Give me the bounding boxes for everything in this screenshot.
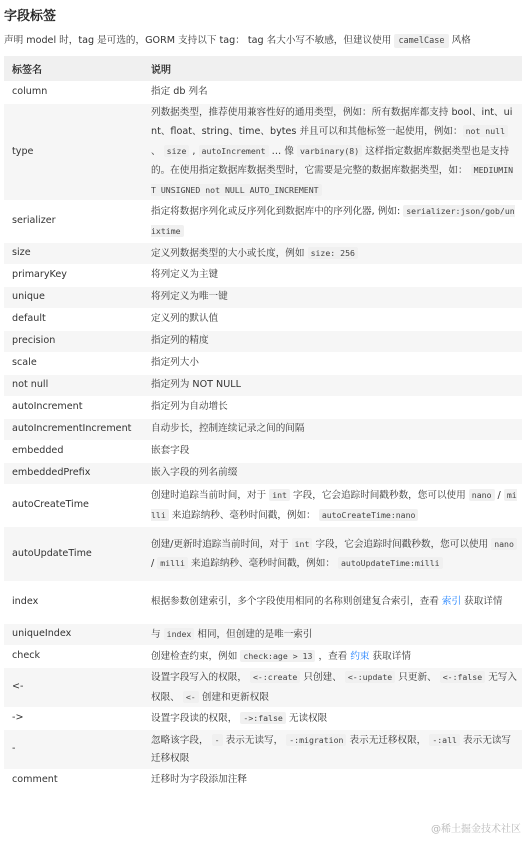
table-row bbox=[4, 397, 522, 419]
description-cell bbox=[143, 201, 522, 243]
description-text: 无读权限 bbox=[285, 712, 328, 724]
tag-table bbox=[4, 56, 522, 792]
description-text: 、 bbox=[151, 145, 164, 157]
table-row bbox=[4, 201, 522, 243]
tag-name-cell: -> bbox=[4, 708, 143, 730]
description-text: 自动步长，控制连续记录之间的间隔 bbox=[151, 423, 305, 435]
description-text: 创建时追踪当前时间，对于 bbox=[151, 490, 270, 501]
table-row bbox=[4, 485, 522, 527]
description-text: 字段，它会追踪时间戳秒数，您可以使用 bbox=[312, 538, 492, 550]
description-text: , bbox=[189, 145, 199, 157]
description-text: 根据参数创建索引，多个字段使用相同的名称则创建复合索引，查看 bbox=[151, 596, 442, 608]
description-cell bbox=[143, 668, 522, 708]
description-cell bbox=[143, 419, 522, 441]
table-body bbox=[4, 81, 522, 792]
table-row bbox=[4, 668, 522, 708]
description-cell bbox=[143, 81, 522, 103]
description-cell bbox=[143, 485, 522, 527]
description-text: 创建检查约束，例如 bbox=[151, 650, 241, 662]
inline-code: size bbox=[164, 145, 190, 157]
table-row bbox=[4, 287, 522, 309]
description-text: 字段，它会追踪时间戳秒数，您可以使用 bbox=[289, 490, 469, 501]
description-text: / bbox=[151, 558, 158, 569]
tag-name-cell: autoIncrementIncrement bbox=[4, 419, 143, 441]
inline-code: autoUpdateTime:milli bbox=[338, 557, 443, 569]
inline-code: <-:create bbox=[250, 671, 300, 683]
table-row bbox=[4, 103, 522, 201]
inline-code: check:age > 13 bbox=[240, 650, 315, 662]
description-cell bbox=[143, 397, 522, 419]
description-text: 创建和更新权限 bbox=[198, 691, 269, 703]
intro-suffix: 风格 bbox=[451, 35, 471, 46]
table-row bbox=[4, 730, 522, 770]
description-cell bbox=[143, 103, 522, 201]
tag-name-cell: check bbox=[4, 646, 143, 668]
description-cell bbox=[143, 646, 522, 668]
description-text: 表示无读写， bbox=[222, 734, 287, 746]
intro-paragraph bbox=[4, 26, 522, 56]
table-row bbox=[4, 265, 522, 287]
description-text: 指定列大小 bbox=[151, 357, 199, 369]
tag-name-cell: autoIncrement bbox=[4, 397, 143, 419]
description-text: 指定列的精度 bbox=[151, 335, 209, 347]
description-text: 只更新、 bbox=[395, 672, 440, 683]
description-text: 将列定义为唯一键 bbox=[151, 291, 228, 303]
description-text: 只创建、 bbox=[300, 672, 345, 683]
doc-link[interactable]: 索引 bbox=[441, 596, 462, 608]
inline-code: autoIncrement bbox=[199, 145, 269, 157]
description-text: 指定将数据序列化或反序列化到数据库中的序列化器, 例如: bbox=[151, 206, 404, 217]
table-row bbox=[4, 309, 522, 331]
tag-name-cell: <- bbox=[4, 668, 143, 708]
description-cell bbox=[143, 441, 522, 463]
tag-name-cell: not null bbox=[4, 375, 143, 397]
tag-name-cell: autoUpdateTime bbox=[4, 527, 143, 582]
tag-name-cell: comment bbox=[4, 770, 143, 792]
inline-code: serializer:json/gob/unixtime bbox=[151, 206, 515, 236]
inline-code: ->:false bbox=[240, 712, 285, 724]
inline-code: milli bbox=[151, 490, 517, 520]
table-row bbox=[4, 770, 522, 792]
tag-name-cell: embedded bbox=[4, 441, 143, 463]
description-text: 忽略该字段， bbox=[151, 734, 212, 746]
inline-code: -:migration bbox=[286, 734, 346, 746]
description-text: 指定 db 列名 bbox=[151, 85, 208, 97]
description-cell bbox=[143, 708, 522, 730]
table-header-row bbox=[4, 56, 522, 81]
table-row bbox=[4, 463, 522, 485]
inline-code: not null bbox=[463, 125, 508, 137]
description-text: 指定列为自动增长 bbox=[151, 401, 228, 413]
description-cell bbox=[143, 353, 522, 375]
inline-code: MEDIUMINT UNSIGNED not NULL AUTO_INCREMENT bbox=[151, 165, 514, 195]
description-text: 创建/更新时追踪当前时间，对于 bbox=[151, 538, 292, 550]
intro-code: camelCase bbox=[394, 34, 448, 48]
inline-code: <-:false bbox=[440, 671, 485, 683]
table-row bbox=[4, 243, 522, 265]
description-text: 嵌入字段的列名前缀 bbox=[151, 467, 238, 479]
header-description: 说明 bbox=[143, 56, 522, 81]
tag-name-cell: autoCreateTime bbox=[4, 485, 143, 527]
description-text: 设置字段读的权限， bbox=[151, 712, 241, 724]
tag-name-cell: default bbox=[4, 309, 143, 331]
description-text: 设置字段写入的权限， bbox=[151, 672, 250, 683]
description-cell bbox=[143, 309, 522, 331]
inline-code: autoCreateTime:nano bbox=[319, 509, 419, 521]
description-text: 定义列数据类型的大小或长度，例如 bbox=[151, 247, 308, 259]
inline-code: <-:update bbox=[345, 671, 395, 683]
tag-name-cell: type bbox=[4, 103, 143, 201]
description-cell bbox=[143, 375, 522, 397]
tag-name-cell: column bbox=[4, 81, 143, 103]
description-text: 迁移时为字段添加注释 bbox=[151, 774, 247, 786]
table-row bbox=[4, 527, 522, 582]
tag-name-cell: uniqueIndex bbox=[4, 624, 143, 646]
description-text: 列数据类型，推荐使用兼容性好的通用类型，例如：所有数据库都支持 bool、int、uint、float、string、time、bytes 并且可以和其他标签一起使用，例如： bbox=[151, 106, 513, 137]
description-text: 与 bbox=[151, 628, 164, 640]
inline-code: -:all bbox=[429, 734, 460, 746]
inline-code: - bbox=[212, 734, 223, 746]
inline-code: <- bbox=[183, 691, 199, 703]
description-text: 无写入权限、 bbox=[151, 672, 517, 703]
description-text: 定义列的默认值 bbox=[151, 313, 219, 325]
inline-code: milli bbox=[157, 557, 188, 569]
description-cell bbox=[143, 243, 522, 265]
table-row bbox=[4, 646, 522, 668]
table-row bbox=[4, 353, 522, 375]
inline-code: varbinary(8) bbox=[297, 145, 362, 157]
description-text: ，查看 bbox=[315, 650, 351, 662]
description-text: 相同，但创建的是唯一索引 bbox=[194, 628, 313, 640]
description-text: 表示无读写迁移权限 bbox=[151, 734, 512, 764]
tag-name-cell: serializer bbox=[4, 201, 143, 243]
description-cell bbox=[143, 463, 522, 485]
description-text: 指定列为 NOT NULL bbox=[151, 379, 241, 391]
tag-name-cell: embeddedPrefix bbox=[4, 463, 143, 485]
description-text: 表示无迁移权限， bbox=[346, 734, 430, 746]
section-heading: 字段标签 bbox=[4, 9, 57, 24]
description-cell bbox=[143, 770, 522, 792]
table-row bbox=[4, 375, 522, 397]
description-text: 来追踪纳秒、毫秒时间戳，例如： bbox=[187, 558, 338, 569]
intro-text: 声明 model 时，tag 是可选的，GORM 支持以下 tag： tag 名大小写不敏感，但建议使用 bbox=[4, 35, 392, 46]
table-row bbox=[4, 419, 522, 441]
inline-code: nano bbox=[469, 489, 495, 501]
description-text: 获取详情 bbox=[461, 596, 503, 608]
tag-name-cell: - bbox=[4, 730, 143, 770]
description-text: 将列定义为主键 bbox=[151, 269, 219, 281]
tag-name-cell: precision bbox=[4, 331, 143, 353]
tag-name-cell: unique bbox=[4, 287, 143, 309]
description-cell bbox=[143, 527, 522, 582]
watermark: @稀土掘金技术社区 bbox=[431, 824, 521, 835]
description-cell bbox=[143, 582, 522, 624]
inline-code: size: 256 bbox=[308, 247, 358, 259]
description-cell bbox=[143, 624, 522, 646]
doc-link[interactable]: 约束 bbox=[350, 650, 370, 662]
header-tag-name: 标签名 bbox=[4, 56, 143, 81]
inline-code: nano bbox=[491, 538, 517, 550]
description-text: … 像 bbox=[268, 145, 297, 157]
description-text: / bbox=[494, 490, 504, 501]
table-row bbox=[4, 708, 522, 730]
table-row bbox=[4, 331, 522, 353]
inline-code: int bbox=[269, 489, 290, 501]
inline-code: int bbox=[292, 538, 313, 550]
tag-name-cell: size bbox=[4, 243, 143, 265]
description-text: 嵌套字段 bbox=[151, 445, 190, 457]
table-row bbox=[4, 624, 522, 646]
tag-name-cell: scale bbox=[4, 353, 143, 375]
table-row bbox=[4, 582, 522, 624]
tag-name-cell: index bbox=[4, 582, 143, 624]
description-text: 来追踪纳秒、毫秒时间戳，例如： bbox=[168, 509, 319, 521]
description-cell bbox=[143, 287, 522, 309]
description-text: 获取详情 bbox=[369, 650, 411, 662]
tag-name-cell: primaryKey bbox=[4, 265, 143, 287]
table-row bbox=[4, 81, 522, 103]
description-text: 这样指定数据库数据类型也是支持的。在使用指定数据库数据类型时，它需要是完整的数据库数据类型，如： bbox=[151, 145, 510, 176]
inline-code: index bbox=[164, 628, 195, 640]
table-row bbox=[4, 441, 522, 463]
description-cell bbox=[143, 265, 522, 287]
description-cell bbox=[143, 331, 522, 353]
description-cell bbox=[143, 730, 522, 770]
